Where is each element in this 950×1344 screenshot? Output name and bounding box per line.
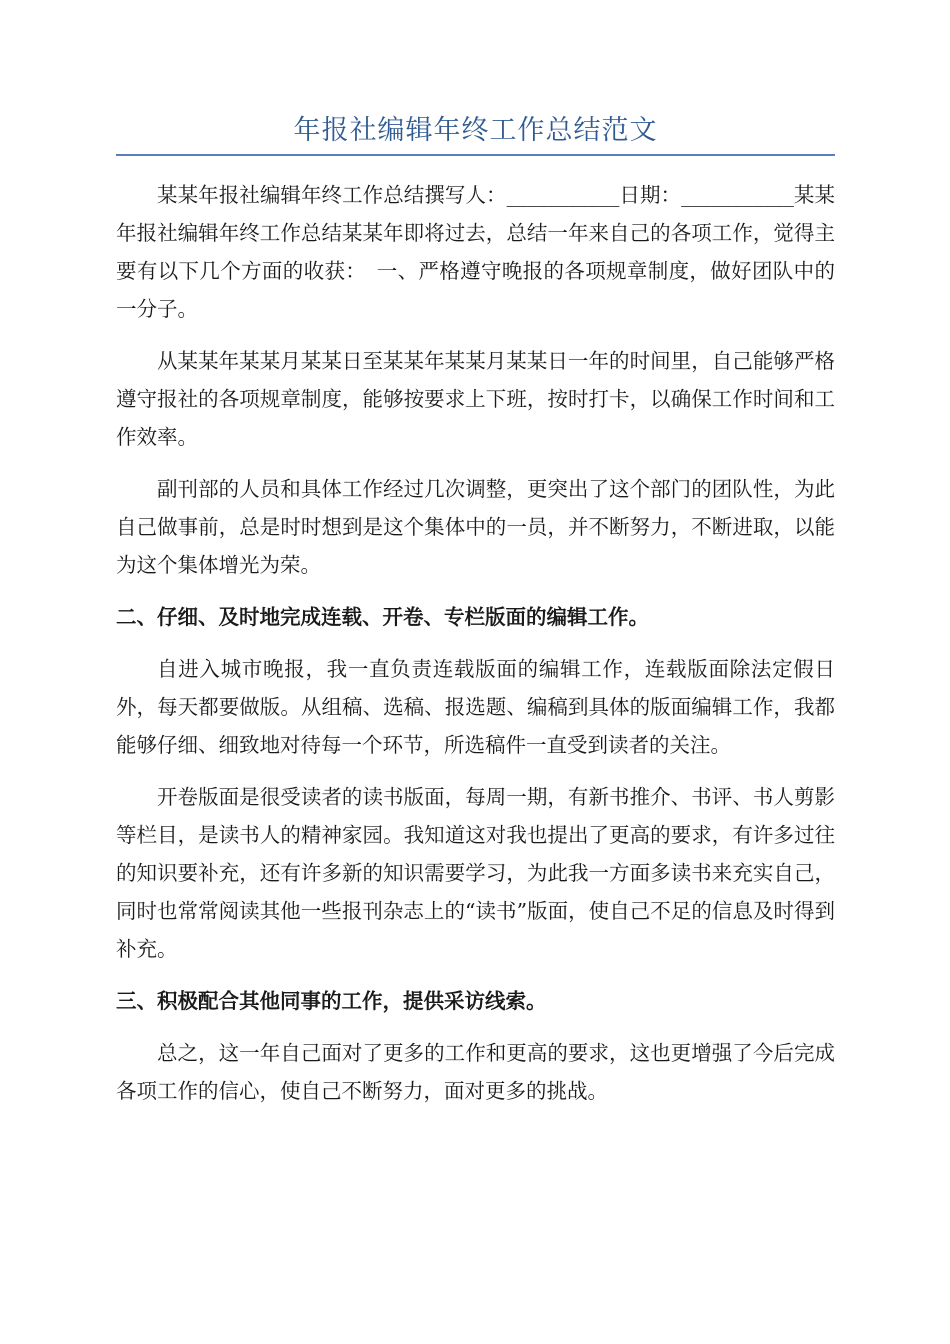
section-heading-3: 三、积极配合其他同事的工作，提供采访线索。	[116, 989, 547, 1013]
body-paragraph: 自进入城市晚报，我一直负责连载版面的编辑工作，连载版面除法定假日外，每天都要做版。从组稿、选稿、报选题、编稿到具体的版面编辑工作，我都能够仔细、细致地对待每一个环节，所选稿件一直受到读者的关注。	[116, 657, 835, 757]
body-paragraph: 开卷版面是很受读者的读书版面，每周一期，有新书推介、书评、书人剪影等栏目，是读书人的精神家园。我知道这对我也提出了更高的要求，有许多过往的知识要补充，还有许多新的知识需要学习，为此我一方面多读书来充实自己，同时也常常阅读其他一些报刊杂志上的“读书”版面，使自己不足的信息及时得到补充。	[116, 785, 835, 961]
closing-paragraph: 总之，这一年自己面对了更多的工作和更高的要求，这也更增强了今后完成各项工作的信心，使自己不断努力，面对更多的挑战。	[116, 1041, 835, 1103]
document-title: 年报社编辑年终工作总结范文	[293, 115, 658, 146]
intro-paragraph: 某某年报社编辑年终工作总结撰写人：___________日期：___________某某年报社编辑年终工作总结某某年即将过去，总结一年来自己的各项工作，觉得主要有以下几个方面的收获： 一、严格遵守晚报的各项规章制度，做好团队中的一分子。	[116, 183, 835, 321]
body-paragraph: 从某某年某某月某某日至某某年某某月某某日一年的时间里，自己能够严格遵守报社的各项规章制度，能够按要求上下班，按时打卡，以确保工作时间和工作效率。	[116, 349, 835, 449]
body-paragraph: 副刊部的人员和具体工作经过几次调整，更突出了这个部门的团队性，为此自己做事前，总是时时想到是这个集体中的一员，并不断努力，不断进取，以能为这个集体增光为荣。	[116, 477, 835, 577]
document-page	[116, 108, 835, 1124]
section-heading-2: 二、仔细、及时地完成连载、开卷、专栏版面的编辑工作。	[116, 605, 649, 629]
title-underline	[116, 154, 835, 156]
